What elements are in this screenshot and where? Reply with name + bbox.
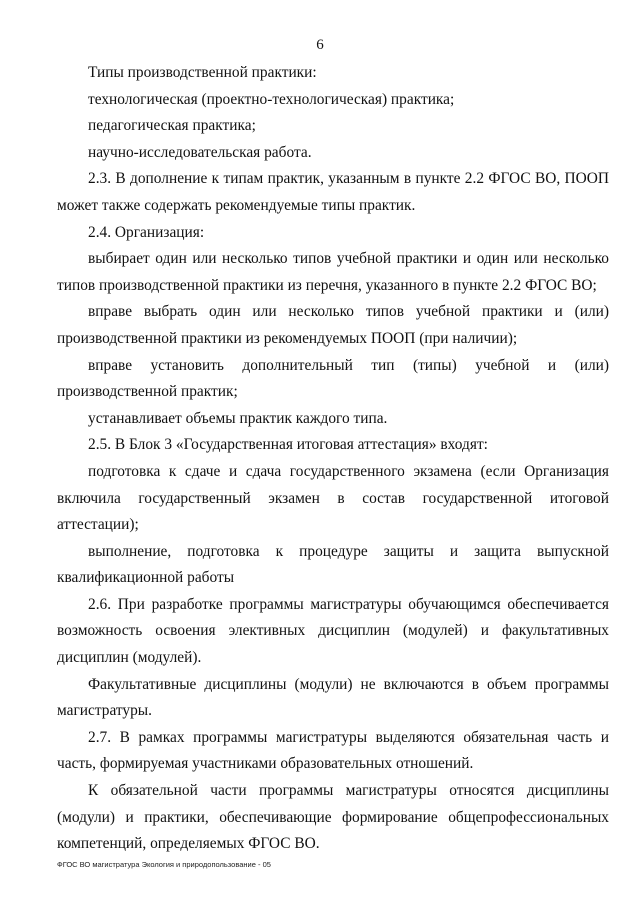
- paragraph: 2.7. В рамках программы магистратуры выделяются обязательная часть и часть, формируемая участниками образовательных отношений.: [57, 728, 609, 773]
- paragraph: вправе установить дополнительный тип (типы) учебной и (или) производственной практик;: [57, 356, 609, 401]
- paragraph: подготовка к сдаче и сдача государственного экзамена (если Организация включила государственный экзамен в состав государственной итоговой аттестации);: [57, 462, 609, 534]
- paragraph: Факультативные дисциплины (модули) не включаются в объем программы магистратуры.: [57, 675, 609, 720]
- paragraph: К обязательной части программы магистратуры относятся дисциплины (модули) и практики, обеспечивающие формирование общепрофессиональных компетенций, определяемых ФГОС ВО.: [57, 782, 609, 853]
- page-footer: ФГОС ВО магистратура Экология и природопользование - 05: [57, 860, 271, 869]
- paragraph: педагогическая практика;: [88, 117, 256, 135]
- paragraph: 2.5. В Блок 3 «Государственная итоговая аттестация» входят:: [88, 436, 488, 454]
- paragraph: 2.6. При разработке программы магистратуры обучающимся обеспечивается возможность освоения элективных дисциплин (модулей) и факультативных дисциплин (модулей).: [57, 595, 609, 667]
- page-number: 6: [316, 37, 324, 53]
- document-body: [57, 60, 609, 858]
- paragraph: выполнение, подготовка к процедуре защиты и защита выпускной квалификационной работы: [57, 542, 609, 587]
- paragraph: научно-исследовательская работа.: [88, 143, 312, 161]
- paragraph: технологическая (проектно-технологическая) практика;: [88, 90, 455, 108]
- paragraph: Типы производственной практики:: [88, 64, 317, 81]
- paragraph: 2.3. В дополнение к типам практик, указанным в пункте 2.2 ФГОС ВО, ПООП может также содержать рекомендуемые типы практик.: [57, 170, 609, 214]
- paragraph: устанавливает объемы практик каждого типа.: [88, 409, 388, 427]
- paragraph: 2.4. Организация:: [88, 223, 205, 241]
- paragraph: вправе выбрать один или несколько типов учебной практики и (или) производственной практики из рекомендуемых ПООП (при наличии);: [57, 303, 609, 347]
- paragraph: выбирает один или несколько типов учебной практики и один или несколько типов производственной практики из перечня, указанного в пункте 2.2 ФГОС ВО;: [57, 250, 609, 294]
